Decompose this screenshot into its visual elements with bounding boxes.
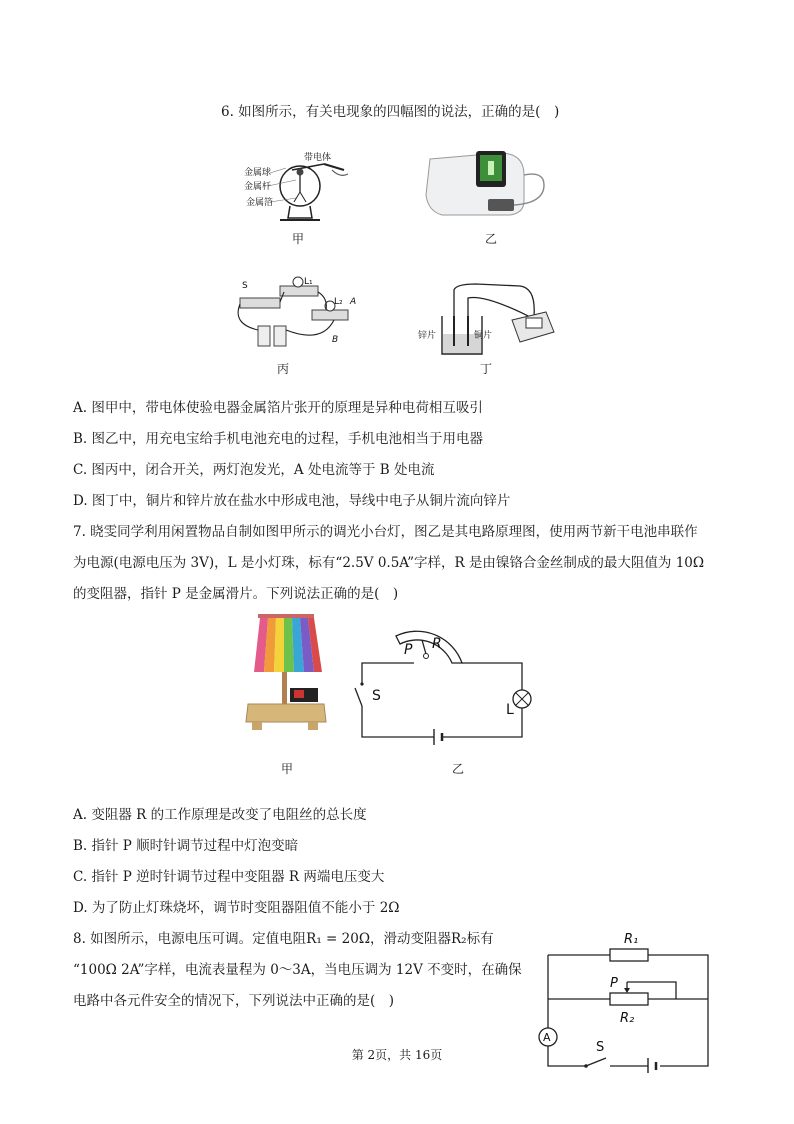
label-P: P bbox=[404, 642, 413, 658]
label-metal-ball: 金属球 bbox=[244, 168, 272, 178]
powerbank-figure bbox=[420, 145, 560, 225]
label-metal-rod: 金属杆 bbox=[244, 182, 272, 192]
caption-jia: 甲 bbox=[292, 232, 305, 246]
q8-stem-line-2: “100Ω 2A”字样，电流表量程为 0～3A，当电压调为 12V 不变时，在确保 bbox=[73, 962, 522, 978]
label-R1: R₁ bbox=[624, 932, 639, 947]
caption-ding: 丁 bbox=[480, 362, 493, 376]
label-A: A bbox=[350, 297, 357, 307]
label-metal-foil: 金属箔 bbox=[246, 198, 274, 208]
label-L2: L₂ bbox=[334, 297, 343, 307]
caption-circuit-yi: 乙 bbox=[452, 762, 465, 776]
q8-stem-line-1: 8. 如图所示，电源电压可调。定值电阻R₁ = 20Ω，滑动变阻器R₂标有 bbox=[73, 931, 494, 947]
caption-lamp-jia: 甲 bbox=[281, 762, 294, 776]
label-switch-S: S bbox=[596, 1040, 605, 1055]
q7-option-d: D. 为了防止灯珠烧坏，调节时变阻器阻值不能小于 2Ω bbox=[73, 900, 400, 916]
label-P: P bbox=[610, 976, 618, 991]
q6-option-d: D. 图丁中，铜片和锌片放在盐水中形成电池，导线中电子从铜片流向锌片 bbox=[73, 493, 511, 509]
label-ammeter-A: A bbox=[543, 1031, 551, 1044]
q7-stem-line-3: 的变阻器，指针 P 是金属滑片。下列说法正确的是( ) bbox=[73, 586, 399, 602]
series-circuit-figure bbox=[232, 274, 357, 354]
desk-lamp-figure bbox=[244, 610, 329, 735]
q6-option-b: B. 图乙中，用充电宝给手机电池充电的过程，手机电池相当于用电器 bbox=[73, 431, 484, 447]
label-copper: 铜片 bbox=[474, 331, 493, 341]
label-zinc: 锌片 bbox=[418, 331, 437, 341]
q7-option-b: B. 指针 P 顺时针调节过程中灯泡变暗 bbox=[73, 838, 299, 854]
q6-stem: 6. 如图所示，有关电现象的四幅图的说法，正确的是( ) bbox=[221, 104, 560, 120]
q7-option-a: A. 变阻器 R 的工作原理是改变了电阻丝的总长度 bbox=[73, 807, 367, 823]
q7-stem-line-1: 7. 晓雯同学利用闲置物品自制如图甲所示的调光小台灯，图乙是其电路原理图，使用两节新干电池串联作 bbox=[73, 524, 698, 540]
page-footer: 第 2页，共 16页 bbox=[351, 1048, 443, 1062]
q8-stem-line-3: 电路中各元件安全的情况下，下列说法中正确的是( ) bbox=[73, 993, 395, 1009]
q7-option-c: C. 指针 P 逆时针调节过程中变阻器 R 两端电压变大 bbox=[73, 869, 385, 885]
dimmer-circuit-figure bbox=[352, 606, 532, 746]
q6-option-c: C. 图丙中，闭合开关，两灯泡发光，A 处电流等于 B 处电流 bbox=[73, 462, 435, 478]
label-L1: L₁ bbox=[304, 277, 313, 287]
label-charged-body: 带电体 bbox=[304, 153, 332, 163]
label-R2: R₂ bbox=[620, 1011, 635, 1026]
voltaic-cell-figure bbox=[416, 280, 561, 360]
caption-yi: 乙 bbox=[485, 232, 498, 246]
q6-option-a: A. 图甲中，带电体使验电器金属箔片张开的原理是异种电荷相互吸引 bbox=[73, 400, 483, 416]
label-L: L bbox=[506, 702, 514, 718]
label-S: S bbox=[372, 688, 381, 704]
label-B: B bbox=[332, 335, 339, 345]
caption-bing: 丙 bbox=[277, 362, 290, 376]
q7-stem-line-2: 为电源(电源电压为 3V)，L 是小灯珠，标有“2.5V 0.5A”字样，R 是由镍铬合金丝制成的最大阻值为 10Ω bbox=[73, 555, 705, 571]
label-S: S bbox=[242, 281, 248, 291]
label-R: R bbox=[432, 636, 442, 652]
